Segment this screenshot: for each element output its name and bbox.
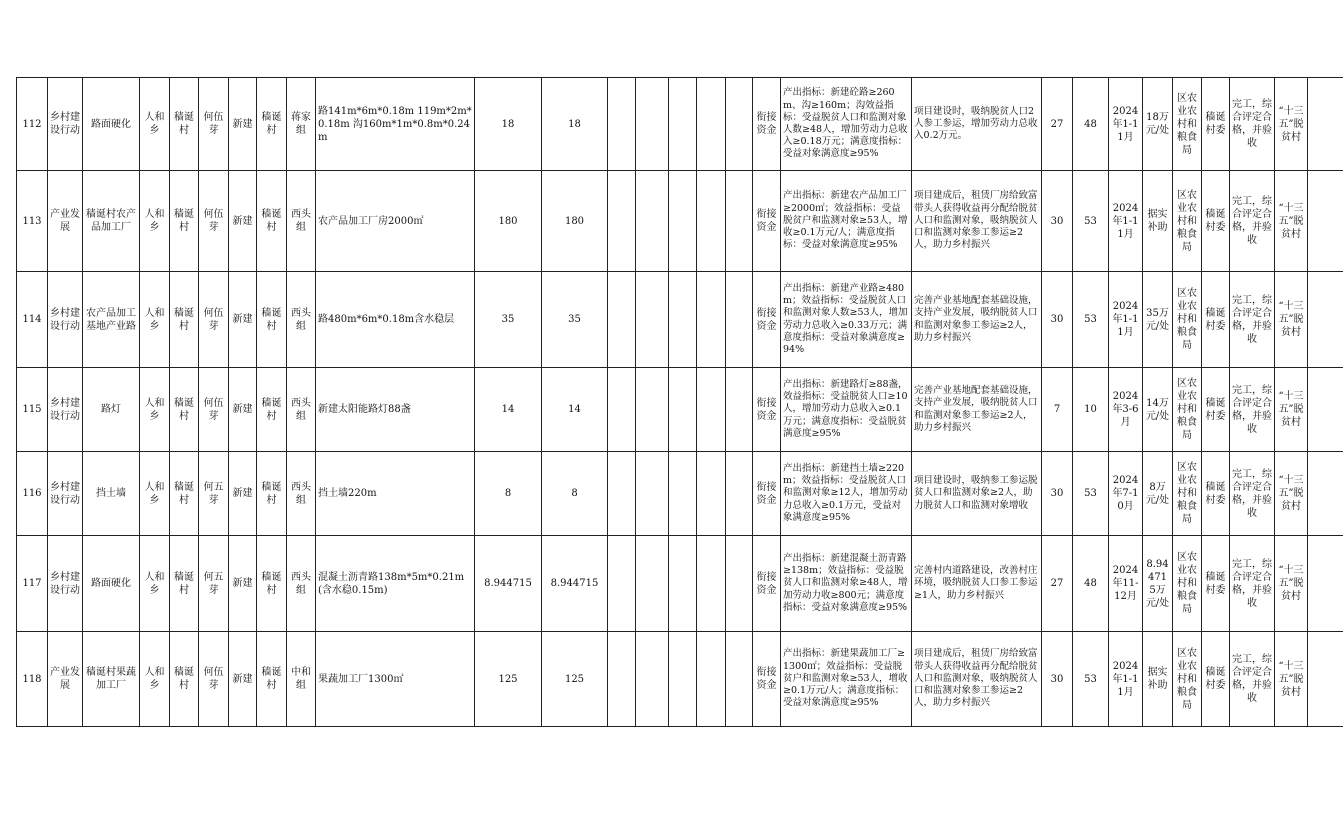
cell-subsidy-standard: 8万元/处 [1143, 452, 1173, 536]
cell-fund-source: 衔接资金 [753, 272, 781, 368]
cell-period: 2024年1-11月 [1109, 78, 1143, 171]
cell-performance-indicator: 产出指标：新建砼路≥260m、沟≥160m；沟效益指标：受益脱贫人口和监测对象人数≥48人，增加劳动力总收入≥0.18万元；满意度指标：受益对象满意度≥95% [781, 78, 912, 171]
cell-leader: 何五芽 [199, 452, 229, 536]
cell-remark: “十三五”脱贫村 [1275, 632, 1308, 727]
cell-acceptance: 完工，综合评定合格，并验收 [1230, 452, 1275, 536]
cell-remark: “十三五”脱贫村 [1275, 171, 1308, 272]
cell-site-group: 西头组 [287, 452, 316, 536]
cell-subsidy-standard: 据实补助 [1143, 632, 1173, 727]
cell-remark: “十三五”脱贫村 [1275, 536, 1308, 632]
cell-village: 穑诞村 [170, 368, 199, 452]
cell-content: 新建太阳能路灯88盏 [316, 368, 475, 452]
cell-acceptance: 完工，综合评定合格，并验收 [1230, 272, 1275, 368]
cell-village: 穑诞村 [170, 78, 199, 171]
cell-village: 穑诞村 [170, 452, 199, 536]
cell-subsidy-standard: 18万元/处 [1143, 78, 1173, 171]
cell-empty [697, 452, 726, 536]
cell-empty [608, 452, 636, 536]
cell-department: 区农业农村和粮食局 [1173, 78, 1202, 171]
cell-build-type: 新建 [229, 452, 257, 536]
table-row [17, 368, 1343, 452]
cell-acceptance: 完工，综合评定合格，并验收 [1230, 632, 1275, 727]
cell-empty [636, 171, 669, 272]
cell-site-village: 穑诞村 [257, 272, 287, 368]
cell-town: 人和乡 [140, 452, 170, 536]
cell-performance-indicator: 产出指标：新建路灯≥88盏，效益指标：受益脱贫人口≥10人，增加劳动力总收入≥0.1万元；满意度指标：受益脱贫满意度≥95% [781, 368, 912, 452]
cell-beneficiary-people: 10 [1073, 368, 1109, 452]
cell-benefit-mechanism: 项目建设时，吸纳脱贫人口2人参工参运，增加劳动力总收入0.2万元。 [912, 78, 1042, 171]
cell-beneficiary-people: 48 [1073, 78, 1109, 171]
cell-empty [1308, 368, 1343, 452]
cell-build-type: 新建 [229, 171, 257, 272]
cell-name: 穑诞村果蔬加工厂 [83, 632, 140, 727]
cell-beneficiary-people: 53 [1073, 452, 1109, 536]
cell-empty [697, 78, 726, 171]
cell-site-village: 穑诞村 [257, 452, 287, 536]
cell-site-group: 西头组 [287, 171, 316, 272]
cell-fund-amount: 180 [542, 171, 608, 272]
cell-implementing-unit: 穑诞村委 [1202, 368, 1230, 452]
cell-subsidy-standard: 据实补助 [1143, 171, 1173, 272]
cell-fund-amount: 125 [542, 632, 608, 727]
cell-empty [636, 368, 669, 452]
cell-performance-indicator: 产出指标：新建农产品加工厂≥2000㎡；效益指标：受益脱贫户和监测对象≥53人，增收≥0.1万元/人；满意度指标：受益对象满意度≥95% [781, 171, 912, 272]
cell-no: 112 [17, 78, 48, 171]
cell-name: 路面硬化 [83, 536, 140, 632]
cell-remark: “十三五”脱贫村 [1275, 452, 1308, 536]
cell-no: 113 [17, 171, 48, 272]
cell-village: 穑诞村 [170, 171, 199, 272]
cell-town: 人和乡 [140, 171, 170, 272]
cell-category: 乡村建设行动 [48, 452, 83, 536]
table-row [17, 78, 1343, 171]
cell-no: 116 [17, 452, 48, 536]
cell-beneficiary-households: 30 [1042, 632, 1073, 727]
cell-acceptance: 完工，综合评定合格，并验收 [1230, 171, 1275, 272]
cell-town: 人和乡 [140, 78, 170, 171]
cell-empty [669, 368, 697, 452]
cell-fund-source: 衔接资金 [753, 368, 781, 452]
cell-subsidy-standard: 8.944715万元/处 [1143, 536, 1173, 632]
cell-total-investment: 8.944715 [475, 536, 542, 632]
cell-implementing-unit: 穑诞村委 [1202, 78, 1230, 171]
cell-category: 产业发展 [48, 632, 83, 727]
cell-remark: “十三五”脱贫村 [1275, 368, 1308, 452]
cell-content: 挡土墙220m [316, 452, 475, 536]
cell-acceptance: 完工，综合评定合格，并验收 [1230, 536, 1275, 632]
cell-fund-source: 衔接资金 [753, 536, 781, 632]
cell-empty [636, 632, 669, 727]
cell-content: 路141m*6m*0.18m 119m*2m*0.18m 沟160m*1m*0.8m*0.24m [316, 78, 475, 171]
cell-empty [669, 452, 697, 536]
cell-implementing-unit: 穑诞村委 [1202, 452, 1230, 536]
cell-performance-indicator: 产出指标：新建果蔬加工厂≥1300㎡；效益指标：受益脱贫户和监测对象≥53人，增收≥0.1万元/人；满意度指标：受益对象满意度≥95% [781, 632, 912, 727]
cell-empty [608, 78, 636, 171]
cell-benefit-mechanism: 项目建成后，租赁厂房给致富带头人获得收益再分配给脱贫人口和监测对象，吸纳脱贫人口和监测对象参工参运≥2人，助力乡村振兴 [912, 171, 1042, 272]
cell-performance-indicator: 产出指标：新建产业路≥480m；效益指标：受益脱贫人口和监测对象人数≥53人，增加劳动力总收入≥0.33万元；满意度指标：受益对象满意度≥94% [781, 272, 912, 368]
cell-empty [726, 171, 753, 272]
cell-period: 2024年3-6月 [1109, 368, 1143, 452]
cell-empty [726, 368, 753, 452]
cell-empty [669, 272, 697, 368]
cell-total-investment: 18 [475, 78, 542, 171]
cell-department: 区农业农村和粮食局 [1173, 272, 1202, 368]
cell-village: 穑诞村 [170, 536, 199, 632]
cell-no: 117 [17, 536, 48, 632]
cell-village: 穑诞村 [170, 272, 199, 368]
cell-performance-indicator: 产出指标：新建混凝土沥青路≥138m；效益指标：受益脱贫人口和监测对象≥48人，增加劳动力收≥800元；满意度指标：受益对象满意度≥95% [781, 536, 912, 632]
cell-acceptance: 完工，综合评定合格，并验收 [1230, 78, 1275, 171]
cell-remark: “十三五”脱贫村 [1275, 272, 1308, 368]
cell-implementing-unit: 穑诞村委 [1202, 171, 1230, 272]
cell-leader: 何伍芽 [199, 171, 229, 272]
cell-performance-indicator: 产出指标：新建挡土墙≥220m；效益指标：受益脱贫人口和监测对象≥12人，增加劳动力总收入≥0.1万元，受益对象满意度≥95% [781, 452, 912, 536]
cell-acceptance: 完工，综合评定合格，并验收 [1230, 368, 1275, 452]
cell-implementing-unit: 穑诞村委 [1202, 272, 1230, 368]
cell-fund-source: 衔接资金 [753, 171, 781, 272]
cell-name: 挡土墙 [83, 452, 140, 536]
cell-period: 2024年1-11月 [1109, 272, 1143, 368]
cell-empty [636, 536, 669, 632]
cell-empty [726, 78, 753, 171]
cell-implementing-unit: 穑诞村委 [1202, 632, 1230, 727]
cell-site-group: 西头组 [287, 368, 316, 452]
cell-department: 区农业农村和粮食局 [1173, 452, 1202, 536]
cell-empty [1308, 632, 1343, 727]
cell-beneficiary-people: 53 [1073, 171, 1109, 272]
cell-empty [669, 632, 697, 727]
cell-department: 区农业农村和粮食局 [1173, 171, 1202, 272]
cell-leader: 何伍芽 [199, 78, 229, 171]
cell-category: 产业发展 [48, 171, 83, 272]
cell-name: 穑诞村农产品加工厂 [83, 171, 140, 272]
cell-site-group: 西头组 [287, 536, 316, 632]
cell-site-group: 蒋家组 [287, 78, 316, 171]
cell-empty [726, 452, 753, 536]
cell-site-group: 中和组 [287, 632, 316, 727]
cell-empty [1308, 272, 1343, 368]
cell-subsidy-standard: 35万元/处 [1143, 272, 1173, 368]
cell-empty [726, 272, 753, 368]
cell-fund-amount: 18 [542, 78, 608, 171]
cell-fund-amount: 35 [542, 272, 608, 368]
cell-leader: 何五芽 [199, 536, 229, 632]
cell-build-type: 新建 [229, 272, 257, 368]
cell-subsidy-standard: 14万元/处 [1143, 368, 1173, 452]
cell-empty [608, 272, 636, 368]
cell-benefit-mechanism: 项目建设时，吸纳参工参运脱贫人口和监测对象≥2人，助力脱贫人口和监测对象增收 [912, 452, 1042, 536]
cell-total-investment: 180 [475, 171, 542, 272]
cell-period: 2024年1-11月 [1109, 171, 1143, 272]
cell-implementing-unit: 穑诞村委 [1202, 536, 1230, 632]
cell-build-type: 新建 [229, 536, 257, 632]
cell-leader: 何伍芽 [199, 632, 229, 727]
cell-name: 路面硬化 [83, 78, 140, 171]
cell-name: 路灯 [83, 368, 140, 452]
cell-department: 区农业农村和粮食局 [1173, 536, 1202, 632]
cell-beneficiary-people: 53 [1073, 632, 1109, 727]
cell-no: 115 [17, 368, 48, 452]
cell-site-village: 穑诞村 [257, 632, 287, 727]
cell-benefit-mechanism: 项目建成后，租赁厂房给致富带头人获得收益再分配给脱贫人口和监测对象，吸纳脱贫人口和监测对象参工参运≥2人，助力乡村振兴 [912, 632, 1042, 727]
cell-fund-source: 衔接资金 [753, 452, 781, 536]
cell-town: 人和乡 [140, 272, 170, 368]
cell-fund-amount: 14 [542, 368, 608, 452]
cell-beneficiary-people: 48 [1073, 536, 1109, 632]
cell-empty [669, 171, 697, 272]
cell-village: 穑诞村 [170, 632, 199, 727]
cell-no: 118 [17, 632, 48, 727]
cell-empty [697, 171, 726, 272]
cell-benefit-mechanism: 完善村内道路建设，改善村庄环境，吸纳脱贫人口参工参运≥1人，助力乡村振兴 [912, 536, 1042, 632]
cell-build-type: 新建 [229, 632, 257, 727]
cell-site-village: 穑诞村 [257, 536, 287, 632]
cell-site-village: 穑诞村 [257, 78, 287, 171]
table-row [17, 171, 1343, 272]
cell-empty [608, 536, 636, 632]
cell-remark: “十三五”脱贫村 [1275, 78, 1308, 171]
table-row [17, 452, 1343, 536]
cell-period: 2024年11-12月 [1109, 536, 1143, 632]
cell-category: 乡村建设行动 [48, 78, 83, 171]
cell-empty [726, 632, 753, 727]
cell-empty [669, 78, 697, 171]
cell-department: 区农业农村和粮食局 [1173, 632, 1202, 727]
cell-content: 路480m*6m*0.18m含水稳层 [316, 272, 475, 368]
cell-site-village: 穑诞村 [257, 171, 287, 272]
cell-content: 农产品加工厂房2000㎡ [316, 171, 475, 272]
cell-leader: 何伍芽 [199, 368, 229, 452]
cell-empty [1308, 536, 1343, 632]
cell-build-type: 新建 [229, 78, 257, 171]
cell-empty [608, 368, 636, 452]
cell-beneficiary-households: 30 [1042, 272, 1073, 368]
cell-empty [726, 536, 753, 632]
cell-empty [697, 536, 726, 632]
table-row [17, 632, 1343, 727]
cell-content: 果蔬加工厂1300㎡ [316, 632, 475, 727]
cell-beneficiary-households: 30 [1042, 171, 1073, 272]
cell-build-type: 新建 [229, 368, 257, 452]
cell-beneficiary-households: 30 [1042, 452, 1073, 536]
table-row [17, 272, 1343, 368]
cell-period: 2024年1-11月 [1109, 632, 1143, 727]
cell-fund-amount: 8 [542, 452, 608, 536]
cell-site-group: 西头组 [287, 272, 316, 368]
cell-category: 乡村建设行动 [48, 536, 83, 632]
cell-empty [669, 536, 697, 632]
cell-total-investment: 8 [475, 452, 542, 536]
cell-empty [697, 368, 726, 452]
table-row [17, 536, 1343, 632]
cell-total-investment: 14 [475, 368, 542, 452]
cell-empty [636, 272, 669, 368]
cell-site-village: 穑诞村 [257, 368, 287, 452]
cell-empty [608, 171, 636, 272]
cell-town: 人和乡 [140, 632, 170, 727]
cell-empty [608, 632, 636, 727]
cell-empty [697, 632, 726, 727]
cell-empty [1308, 78, 1343, 171]
cell-fund-amount: 8.944715 [542, 536, 608, 632]
cell-benefit-mechanism: 完善产业基地配套基础设施，支持产业发展，吸纳脱贫人口和监测对象参工参运≥2人，助力乡村振兴 [912, 368, 1042, 452]
cell-department: 区农业农村和粮食局 [1173, 368, 1202, 452]
cell-beneficiary-households: 27 [1042, 536, 1073, 632]
cell-empty [636, 78, 669, 171]
cell-town: 人和乡 [140, 368, 170, 452]
cell-total-investment: 125 [475, 632, 542, 727]
cell-content: 混凝土沥青路138m*5m*0.21m(含水稳0.15m) [316, 536, 475, 632]
cell-category: 乡村建设行动 [48, 272, 83, 368]
cell-benefit-mechanism: 完善产业基地配套基础设施，支持产业发展，吸纳脱贫人口和监测对象参工参运≥2人，助力乡村振兴 [912, 272, 1042, 368]
cell-fund-source: 衔接资金 [753, 632, 781, 727]
cell-leader: 何伍芽 [199, 272, 229, 368]
cell-period: 2024年7-10月 [1109, 452, 1143, 536]
project-table [16, 77, 1343, 727]
cell-category: 乡村建设行动 [48, 368, 83, 452]
cell-beneficiary-households: 7 [1042, 368, 1073, 452]
cell-town: 人和乡 [140, 536, 170, 632]
cell-beneficiary-households: 27 [1042, 78, 1073, 171]
cell-name: 农产品加工基地产业路 [83, 272, 140, 368]
cell-empty [636, 452, 669, 536]
cell-total-investment: 35 [475, 272, 542, 368]
cell-empty [1308, 171, 1343, 272]
cell-beneficiary-people: 53 [1073, 272, 1109, 368]
cell-fund-source: 衔接资金 [753, 78, 781, 171]
cell-empty [697, 272, 726, 368]
cell-no: 114 [17, 272, 48, 368]
cell-empty [1308, 452, 1343, 536]
